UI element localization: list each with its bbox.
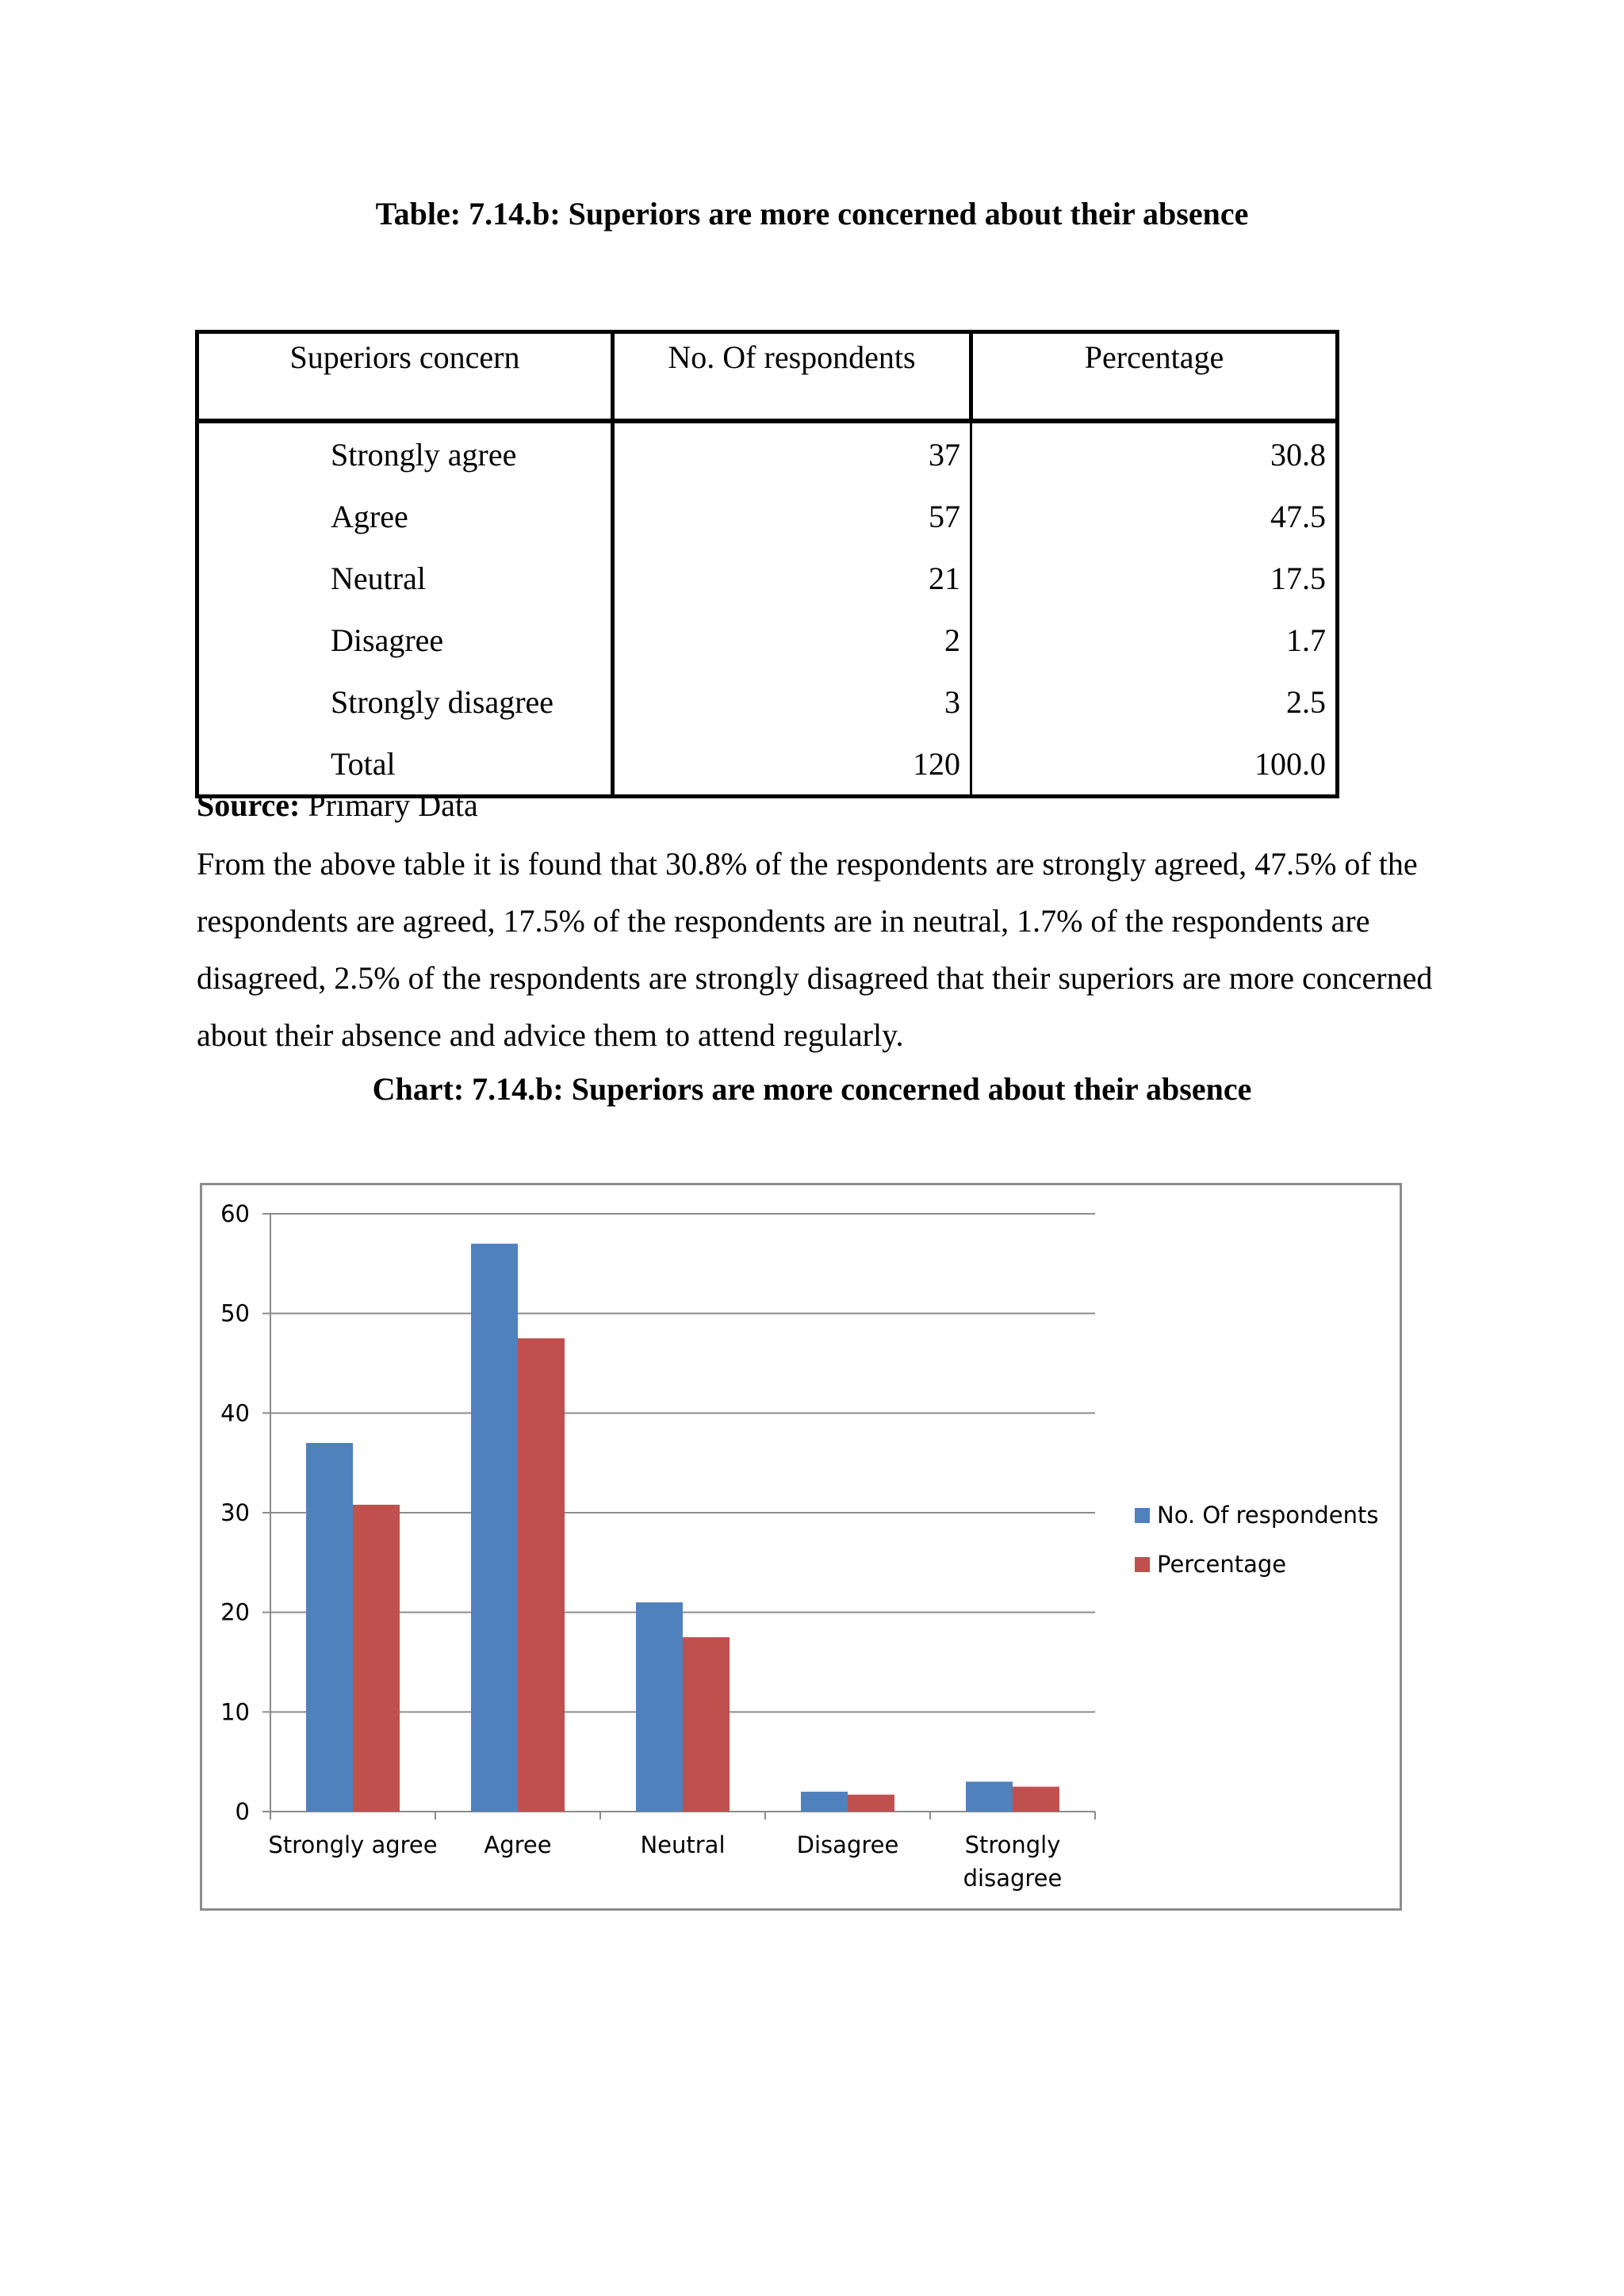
bar bbox=[306, 1443, 353, 1812]
row-count: 21 bbox=[613, 547, 971, 609]
row-percentage: 47.5 bbox=[971, 485, 1338, 547]
y-tick-label: 20 bbox=[220, 1598, 250, 1626]
x-tick-label: Strongly bbox=[964, 1831, 1061, 1858]
legend-label: Percentage bbox=[1157, 1551, 1287, 1578]
bar bbox=[471, 1244, 518, 1812]
row-label: Total bbox=[197, 733, 613, 797]
column-header: No. Of respondents bbox=[613, 332, 971, 422]
row-percentage: 100.0 bbox=[971, 733, 1338, 797]
data-table bbox=[195, 330, 1339, 798]
row-percentage: 1.7 bbox=[971, 609, 1338, 671]
column-header: Superiors concern bbox=[197, 332, 613, 422]
row-count: 37 bbox=[613, 421, 971, 485]
table-row bbox=[197, 671, 1338, 733]
row-percentage: 30.8 bbox=[971, 421, 1338, 485]
table-row bbox=[197, 485, 1338, 547]
legend-label: No. Of respondents bbox=[1157, 1502, 1379, 1529]
bar-chart bbox=[202, 1185, 1400, 1908]
bar bbox=[518, 1338, 565, 1812]
table-row bbox=[197, 421, 1338, 485]
column-header: Percentage bbox=[971, 332, 1338, 422]
bar bbox=[683, 1637, 730, 1812]
y-tick-label: 10 bbox=[220, 1698, 250, 1726]
y-tick-label: 30 bbox=[220, 1499, 250, 1526]
source-line bbox=[197, 786, 478, 824]
table-row bbox=[197, 609, 1338, 671]
x-tick-label: Neutral bbox=[640, 1831, 726, 1858]
y-tick-label: 40 bbox=[220, 1399, 250, 1427]
chart-frame bbox=[200, 1183, 1402, 1911]
chart-title: Chart: 7.14.b: Superiors are more concerned about their absence bbox=[372, 1071, 1252, 1107]
table-row bbox=[197, 547, 1338, 609]
bar bbox=[801, 1792, 848, 1812]
legend-swatch bbox=[1135, 1557, 1150, 1572]
bar bbox=[353, 1505, 400, 1812]
row-label: Disagree bbox=[197, 609, 613, 671]
x-tick-label: Strongly agree bbox=[268, 1831, 438, 1858]
x-tick-label: Agree bbox=[484, 1831, 552, 1858]
row-count: 2 bbox=[613, 609, 971, 671]
row-label: Strongly disagree bbox=[197, 671, 613, 733]
y-tick-label: 60 bbox=[220, 1200, 250, 1227]
y-tick-label: 50 bbox=[220, 1299, 250, 1327]
row-label: Neutral bbox=[197, 547, 613, 609]
source-text: Primary Data bbox=[300, 787, 478, 823]
bar bbox=[848, 1795, 894, 1812]
row-count: 3 bbox=[613, 671, 971, 733]
row-percentage: 2.5 bbox=[971, 671, 1338, 733]
table-title: Table: 7.14.b: Superiors are more concerned about their absence bbox=[375, 196, 1249, 232]
row-label: Strongly agree bbox=[197, 421, 613, 485]
x-tick-label: Disagree bbox=[796, 1831, 899, 1858]
bar bbox=[966, 1781, 1013, 1812]
source-label: Source: bbox=[197, 787, 301, 823]
row-count: 57 bbox=[613, 485, 971, 547]
table-header-row bbox=[197, 332, 1338, 422]
row-label: Agree bbox=[197, 485, 613, 547]
legend-swatch bbox=[1135, 1508, 1150, 1523]
row-percentage: 17.5 bbox=[971, 547, 1338, 609]
bar bbox=[636, 1602, 683, 1812]
row-count: 120 bbox=[613, 733, 971, 797]
x-tick-label: disagree bbox=[963, 1865, 1063, 1892]
summary-paragraph: From the above table it is found that 30.8% of the respondents are strongly agreed, 47.5% of the respondents are agreed, 17.5% of the respondents are in neutral, 1.7% of the respondents are disagreed, 2.5% of the respondents are strongly disagreed that their superiors are more concerned about their absence and advice them to attend regularly. bbox=[197, 846, 1433, 1053]
y-tick-label: 0 bbox=[235, 1798, 250, 1825]
bar bbox=[1013, 1787, 1059, 1812]
